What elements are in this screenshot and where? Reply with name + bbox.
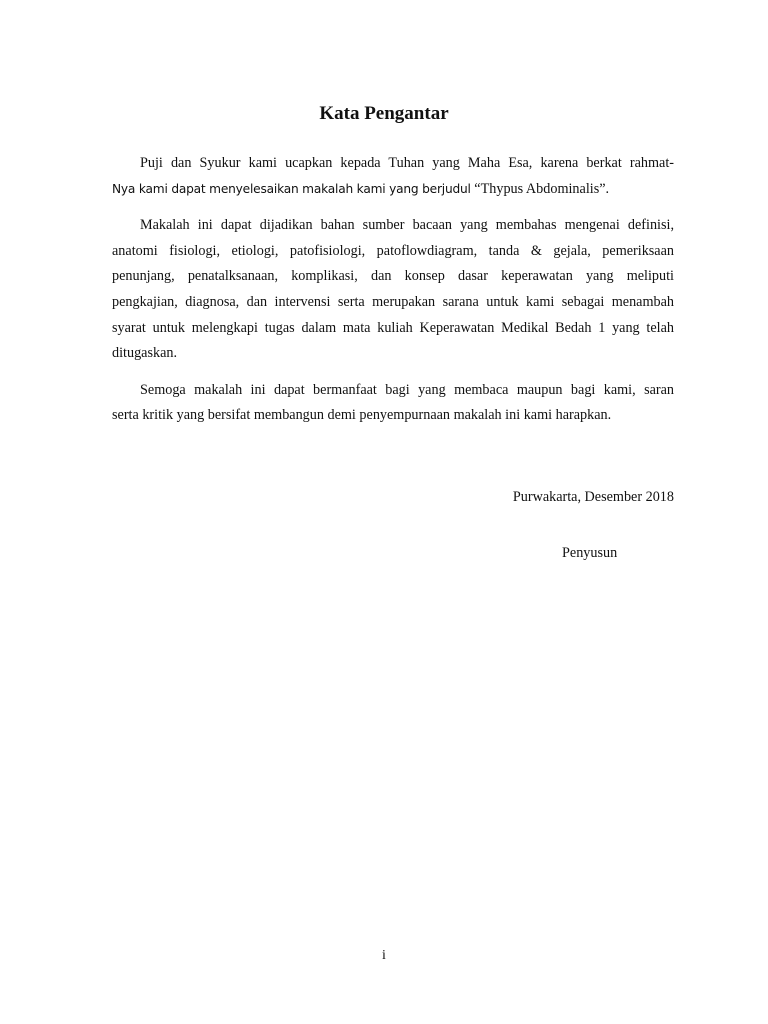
paragraph-line: Puji dan Syukur kami ucapkan kepada Tuhan yang Maha Esa, karena berkat rahmat- — [140, 155, 674, 171]
paragraph-line: pengkajian, diagnosa, dan intervensi serta merupakan sarana untuk kami sebagai menambah — [112, 293, 674, 310]
paragraph-3 — [112, 378, 674, 429]
page-title: Kata Pengantar — [319, 103, 449, 124]
author-signature-label: Penyusun — [562, 545, 618, 561]
page-number: i — [382, 948, 386, 963]
paragraph-line — [112, 177, 674, 203]
paragraph-line: ditugaskan. — [112, 345, 178, 362]
paragraph-line: syarat untuk melengkapi tugas dalam mata kuliah Keperawatan Medikal Bedah 1 yang telah — [112, 319, 674, 336]
paragraph-line: Semoga makalah ini dapat bermanfaat bagi yang membaca maupun bagi kami, saran — [140, 381, 674, 398]
paragraph-text-sans: Nya kami dapat menyelesaikan makalah kami yang berjudul — [112, 181, 471, 196]
paragraph-line: serta kritik yang bersifat membangun demi penyempurnaan makalah ini kami harapkan. — [112, 407, 612, 424]
paragraph-1 — [112, 151, 674, 202]
paragraph-text-quoted-title: “Thypus Abdominalis”. — [470, 180, 610, 197]
body-text — [112, 151, 674, 440]
paragraph-line: penunjang, penatalksanaan, komplikasi, dan konsep dasar keperawatan yang meliputi — [112, 268, 674, 285]
paragraph-line: Makalah ini dapat dijadikan bahan sumber bacaan yang membahas mengenai definisi, — [140, 217, 674, 234]
paragraph-2 — [112, 213, 674, 367]
paragraph-line: anatomi fisiologi, etiologi, patofisiologi, patoflowdiagram, tanda & gejala, pemeriksaan — [112, 242, 674, 259]
place-date: Purwakarta, Desember 2018 — [512, 489, 674, 505]
